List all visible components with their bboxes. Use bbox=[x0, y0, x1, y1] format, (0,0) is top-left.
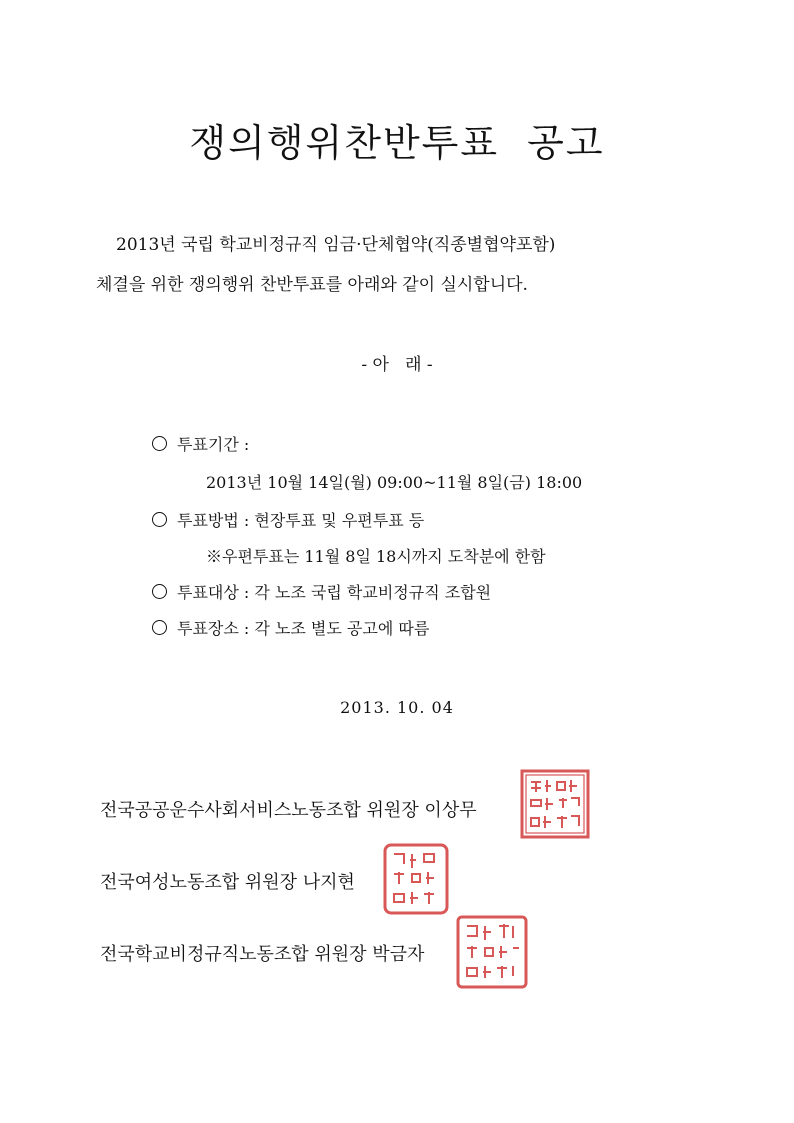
circle-bullet-icon bbox=[152, 436, 167, 451]
union-seal-1 bbox=[519, 768, 591, 840]
section-heading: - 아 래 - bbox=[361, 355, 433, 375]
item-method bbox=[152, 508, 424, 531]
item-label: 투표기간 : bbox=[177, 435, 250, 454]
item-label: 투표대상 : 각 노조 국립 학교비정규직 조합원 bbox=[177, 583, 492, 602]
intro-line-1: 2013년 국립 학교비정규직 임금·단체협약(직종별협약포함) bbox=[116, 235, 556, 255]
signatory-3: 전국학교비정규직노동조합 위원장 박금자 bbox=[100, 944, 425, 965]
item-period bbox=[152, 432, 249, 455]
item-target bbox=[152, 580, 491, 603]
page-title: 쟁의행위찬반투표 공고 bbox=[189, 121, 605, 165]
circle-bullet-icon bbox=[152, 584, 167, 599]
union-seal-3 bbox=[455, 914, 529, 990]
circle-bullet-icon bbox=[152, 512, 167, 527]
signatory-1: 전국공공운수사회서비스노동조합 위원장 이상무 bbox=[100, 800, 477, 821]
intro-line-2: 체결을 위한 쟁의행위 찬반투표를 아래와 같이 실시합니다. bbox=[96, 275, 528, 295]
notice-date: 2013. 10. 04 bbox=[340, 698, 454, 717]
item-place bbox=[152, 616, 429, 639]
circle-bullet-icon bbox=[152, 620, 167, 635]
item-label: 투표장소 : 각 노조 별도 공고에 따름 bbox=[177, 619, 430, 638]
union-seal-2 bbox=[382, 842, 450, 916]
item-label: 투표방법 : 현장투표 및 우편투표 등 bbox=[177, 511, 425, 530]
item-period-detail: 2013년 10월 14일(월) 09:00~11월 8일(금) 18:00 bbox=[206, 473, 583, 492]
item-method-note: ※우편투표는 11월 8일 18시까지 도착분에 한함 bbox=[206, 547, 546, 566]
signatory-2: 전국여성노동조합 위원장 나지현 bbox=[100, 872, 355, 893]
